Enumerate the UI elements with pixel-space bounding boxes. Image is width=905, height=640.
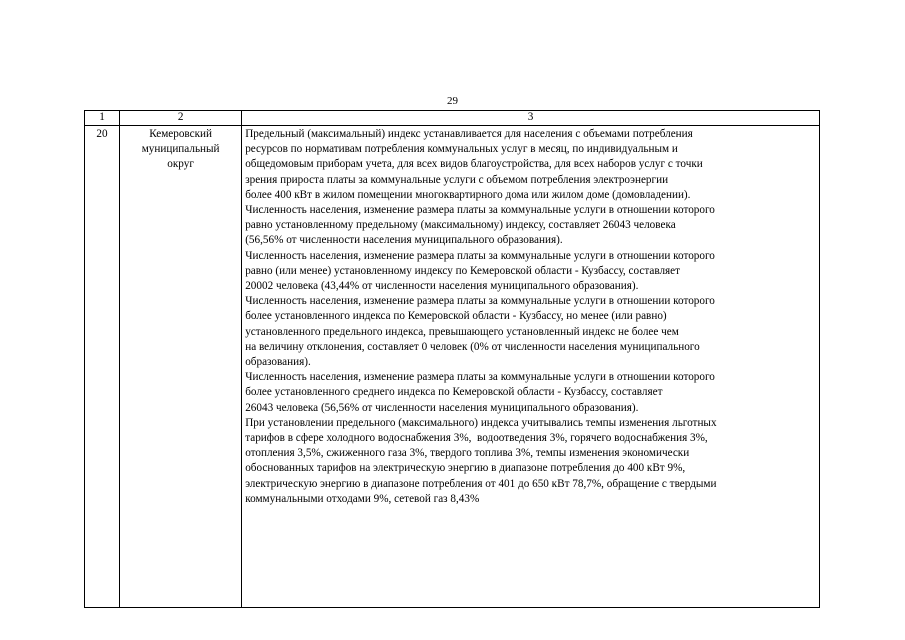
row-number-cell: 20 — [85, 126, 120, 608]
description-line: образования). — [245, 356, 311, 369]
district-name-cell — [120, 126, 242, 608]
description-cell — [242, 126, 820, 608]
description-line: отопления 3,5%, сжиженного газа 3%, твердого топлива 3%, темпы изменения экономически — [245, 447, 690, 460]
description-line: Численность населения, изменение размера платы за коммунальные услуги в отношении которого — [245, 371, 715, 384]
description-line: ресурсов по нормативам потребления коммунальных услуг в месяц, по индивидуальным и — [245, 143, 678, 156]
description-line: на величину отклонения, составляет 0 человек (0% от численности населения муниципального — [245, 340, 700, 353]
column-number-2: 2 — [120, 111, 242, 126]
district-name-line: округ — [167, 158, 194, 171]
description-line: При установлении предельного (максимального) индекса учитывались темпы изменения льготных — [245, 416, 717, 429]
page-number: 29 — [447, 95, 458, 107]
description-line: Предельный (максимальный) индекс устанавливается для населения с объемами потребления — [245, 128, 693, 140]
description-line: равно установленному предельному (максимальному) индексу, составляет 26043 человека — [245, 219, 676, 232]
table-row — [85, 126, 820, 608]
column-number-1: 1 — [85, 111, 120, 126]
description-line: общедомовым приборам учета, для всех видов благоустройства, для всех наборов услуг с точки — [245, 158, 703, 171]
document-table — [84, 110, 820, 608]
description-line: Численность населения, изменение размера платы за коммунальные услуги в отношении которого — [245, 249, 715, 262]
district-name-line: муниципальный — [141, 143, 220, 156]
description-line: установленного предельного индекса, превышающего установленный индекс не более чем — [245, 325, 679, 338]
description-line: тарифов в сфере холодного водоснабжения 3%, водоотведения 3%, горячего водоснабжения 3%, — [245, 432, 708, 445]
description-line: более установленного среднего индекса по Кемеровской области - Кузбассу, составляет — [245, 386, 663, 399]
description-line: 26043 человека (56,56% от численности населения муниципального образования). — [245, 401, 639, 414]
description-line: Численность населения, изменение размера платы за коммунальные услуги в отношении которого — [245, 295, 715, 308]
description-line: Численность населения, изменение размера платы за коммунальные услуги в отношении которого — [245, 204, 715, 217]
description-line: более 400 кВт в жилом помещении многоквартирного дома или жилом доме (домовладении). — [245, 188, 691, 201]
description-line: 20002 человека (43,44% от численности населения муниципального образования). — [245, 280, 639, 293]
description-line: равно (или менее) установленному индексу по Кемеровской области - Кузбассу, составляет — [245, 264, 681, 277]
description-line: более установленного индекса по Кемеровской области - Кузбассу, но менее (или равно) — [245, 310, 667, 323]
description-line: (56,56% от численности населения муниципального образования). — [245, 234, 563, 247]
column-number-3: 3 — [242, 111, 820, 126]
description-line: обоснованных тарифов на электрическую энергию в диапазоне потребления до 400 кВт 9%, — [245, 462, 686, 475]
district-name-line: Кемеровский — [149, 128, 213, 140]
description-line: коммунальными отходами 9%, сетевой газ 8,43% — [245, 492, 480, 505]
description-line: электрическую энергию в диапазоне потребления от 401 до 650 кВт 78,7%, обращение с твердыми — [245, 477, 717, 490]
table-header-row — [85, 111, 820, 126]
description-line: зрения прироста платы за коммунальные услуги с объемом потребления электроэнергии — [245, 173, 669, 186]
